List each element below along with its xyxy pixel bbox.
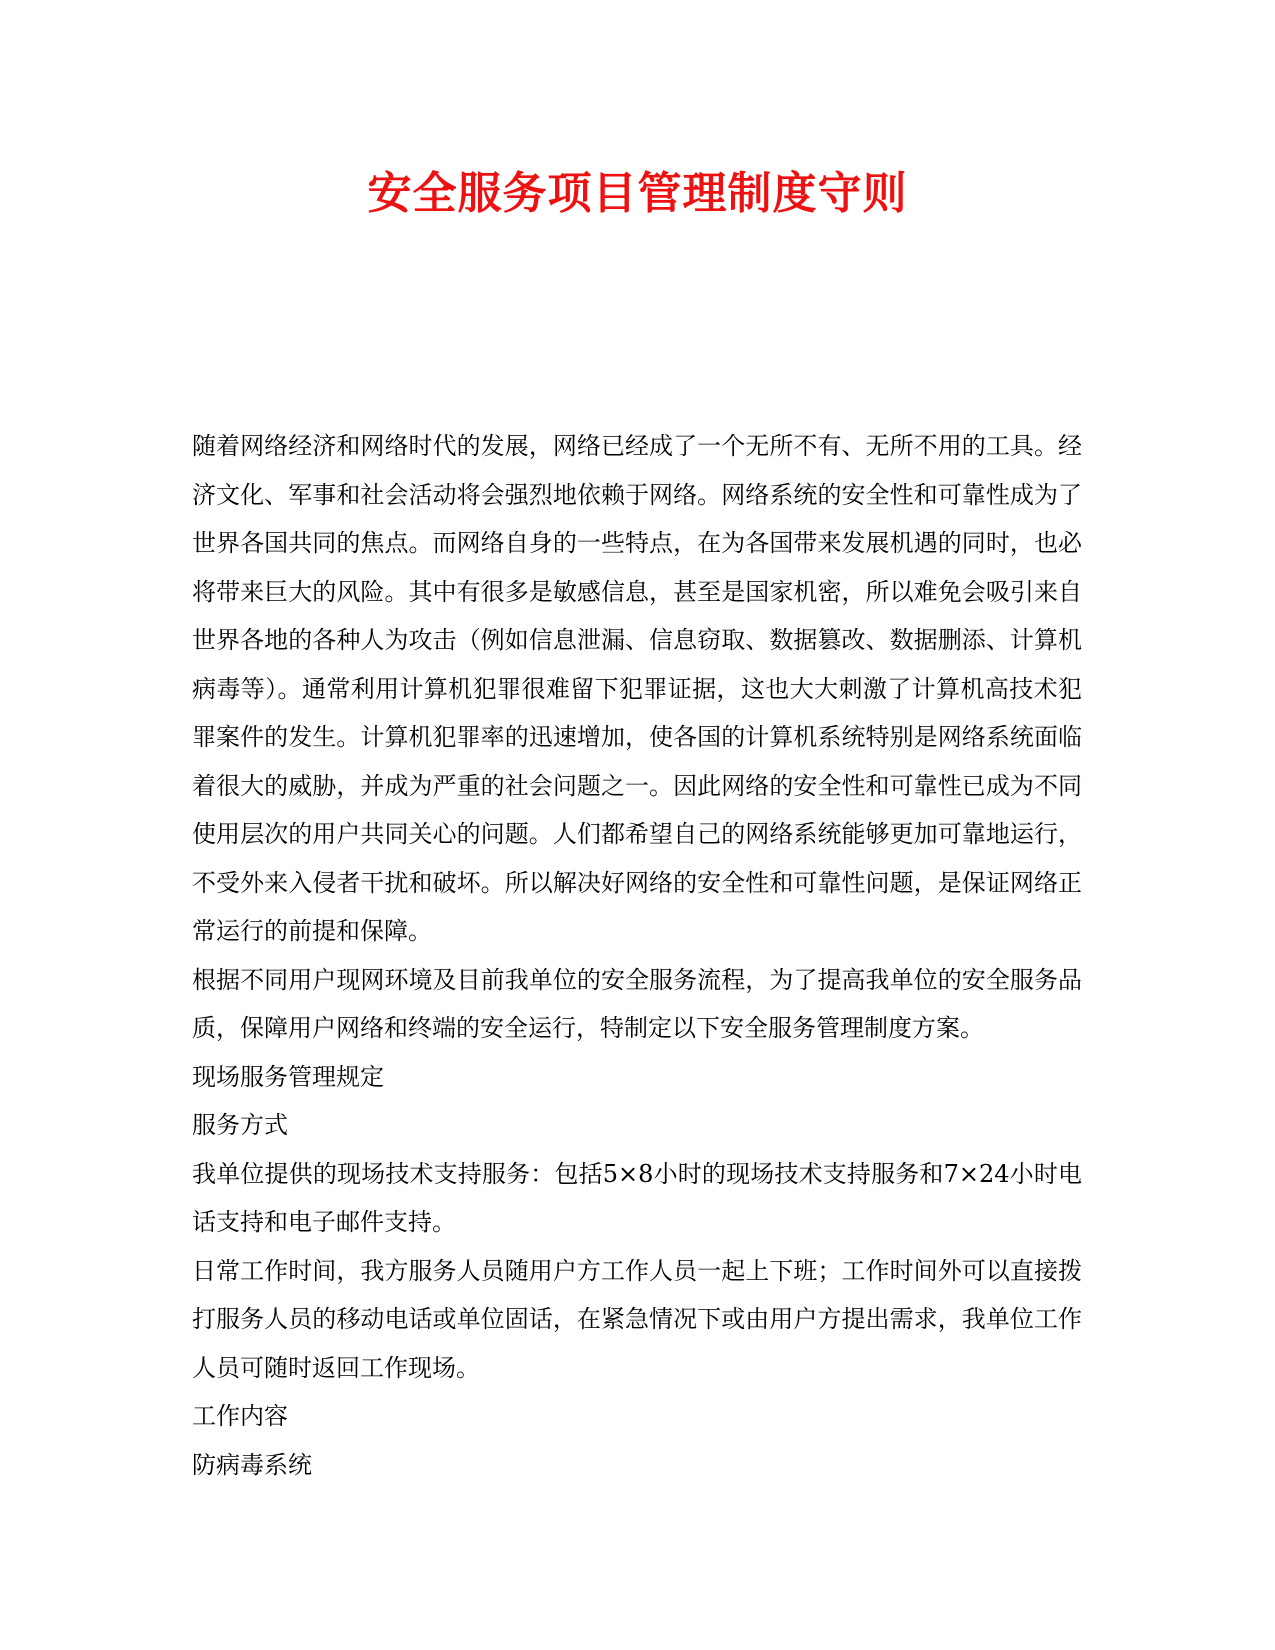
- heading-onsite-service-rules: 现场服务管理规定: [192, 1062, 384, 1091]
- document-title: 安全服务项目管理制度守则: [367, 168, 908, 219]
- heading-antivirus-system: 防病毒系统: [192, 1450, 312, 1479]
- paragraph-working-hours: 日常工作时间，我方服务人员随用户方工作人员一起上下班；工作时间外可以直接拨打服务人员的移动电话或单位固话，在紧急情况下或由用户方提出需求，我单位工作人员可随时返回工作现场。: [192, 1256, 1082, 1382]
- heading-service-mode: 服务方式: [192, 1111, 288, 1139]
- document-body: [192, 422, 1082, 1489]
- paragraph-support-hours: 我单位提供的现场技术支持服务：包括5×8小时的现场技术支持服务和7×24小时电话支持和电子邮件支持。: [192, 1159, 1082, 1236]
- heading-work-content: 工作内容: [192, 1402, 288, 1430]
- paragraph-purpose: 根据不同用户现网环境及目前我单位的安全服务流程，为了提高我单位的安全服务品质，保障用户网络和终端的安全运行，特制定以下安全服务管理制度方案。: [192, 965, 1082, 1042]
- paragraph-intro: 随着网络经济和网络时代的发展，网络已经成了一个无所不有、无所不用的工具。经济文化、军事和社会活动将会强烈地依赖于网络。网络系统的安全性和可靠性成为了世界各国共同的焦点。而网络自身的一些特点，在为各国带来发展机遇的同时，也必将带来巨大的风险。其中有很多是敏感信息，甚至是国家机密，所以难免会吸引来自世界各地的各种人为攻击（例如信息泄漏、信息窃取、数据篡改、数据删添、计算机病毒等）。通常利用计算机犯罪很难留下犯罪证据，这也大大刺激了计算机高技术犯罪案件的发生。计算机犯罪率的迅速增加，使各国的计算机系统特别是网络系统面临着很大的威胁，并成为严重的社会问题之一。因此网络的安全性和可靠性已成为不同使用层次的用户共同关心的问题。人们都希望自己的网络系统能够更加可靠地运行，不受外来入侵者干扰和破坏。所以解决好网络的安全性和可靠性问题，是保证网络正常运行的前提和保障。: [192, 432, 1082, 945]
